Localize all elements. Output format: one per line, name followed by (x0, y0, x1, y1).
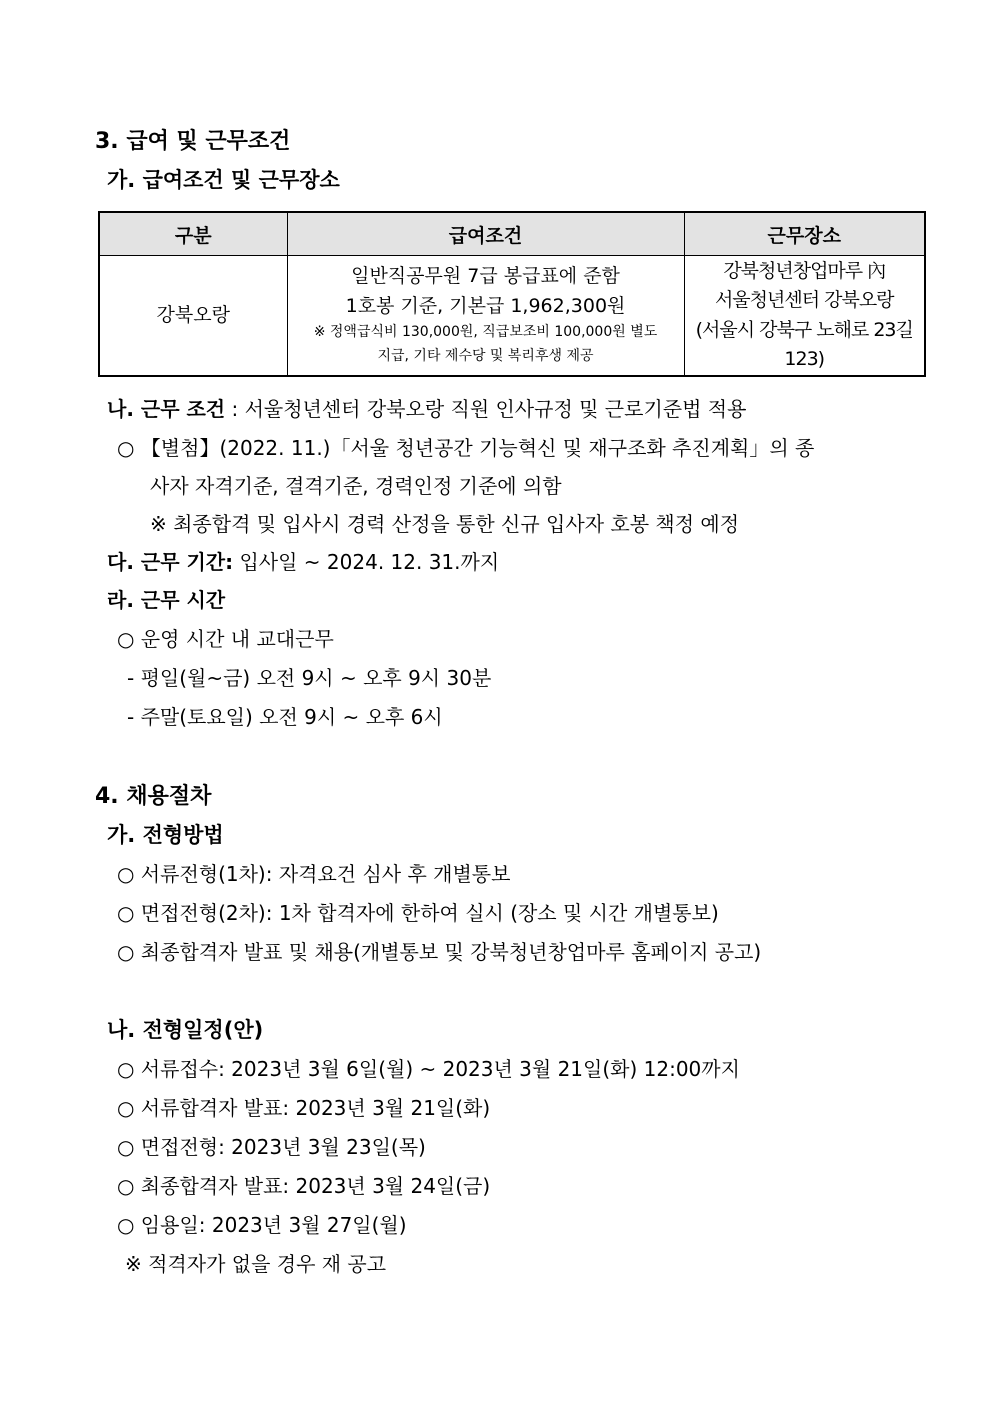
work-conditions-item1-cont: 사자 자격기준, 결격기준, 경력인정 기준에 의함 (150, 474, 562, 498)
work-hours-weekend: - 주말(토요일) 오전 9시 ~ 오후 6시 (127, 705, 443, 729)
section4-na-title: 나. 전형일정(안) (107, 1018, 264, 1042)
work-period-line (107, 546, 499, 575)
section3-title: 3. 급여 및 근무조건 (95, 129, 291, 154)
work-conditions-item1: ○ 【별첨】(2022. 11.)「서울 청년공간 기능혁신 및 재구조화 추진계획」의 종 (117, 436, 815, 460)
header-category: 구분 (99, 212, 287, 256)
header-pay: 급여조건 (287, 212, 684, 256)
work-hours-weekday: - 평일(월~금) 오전 9시 ~ 오후 9시 30분 (127, 666, 492, 690)
pay-note1: ※ 정액급식비 130,000원, 직급보조비 100,000원 별도 (313, 324, 658, 341)
list-item: ○ 최종합격자 발표 및 채용(개별통보 및 강북청년창업마루 홈페이지 공고) (117, 940, 762, 964)
list-item: ○ 면접전형: 2023년 3월 23일(목) (117, 1135, 426, 1159)
cell-location (684, 256, 925, 377)
loc-line1: 강북청년창업마루 內 (723, 259, 886, 282)
table-row (99, 256, 925, 377)
header-location: 근무장소 (684, 212, 925, 256)
cell-pay (287, 256, 684, 377)
schedule-note: ※ 적격자가 없을 경우 재 공고 (125, 1252, 387, 1276)
pay-line2: 1호봉 기준, 기본급 1,962,300원 (345, 294, 626, 317)
pay-note2: 지급, 기타 제수당 및 복리후생 제공 (377, 347, 594, 364)
list-item: ○ 서류접수: 2023년 3월 6일(월) ~ 2023년 3월 21일(화) 12:00까지 (117, 1057, 740, 1081)
list-item: ○ 최종합격자 발표: 2023년 3월 24일(금) (117, 1174, 491, 1198)
work-hours-item: ○ 운영 시간 내 교대근무 (117, 627, 334, 651)
pay-table (98, 211, 926, 377)
section4-title: 4. 채용절차 (95, 784, 212, 809)
list-item: ○ 서류전형(1차): 자격요건 심사 후 개별통보 (117, 862, 511, 886)
work-conditions-line (107, 393, 746, 422)
section3-sub-ga: 가. 급여조건 및 근무장소 (107, 168, 340, 192)
list-item: ○ 면접전형(2차): 1차 합격자에 한하여 실시 (장소 및 시간 개별통보) (117, 901, 719, 925)
loc-line3: (서울시 강북구 노해로 23길 (695, 318, 913, 341)
table-header-row (99, 212, 925, 256)
section4-ga-title: 가. 전형방법 (107, 823, 224, 847)
work-period-label: 다. 근무 기간: (107, 550, 234, 574)
list-item: ○ 임용일: 2023년 3월 27일(월) (117, 1213, 407, 1237)
cell-category: 강북오랑 (99, 256, 287, 377)
work-hours-title: 라. 근무 시간 (107, 588, 226, 612)
loc-line4: 123) (784, 347, 825, 370)
work-conditions-label: 나. 근무 조건 (107, 397, 226, 421)
loc-line2: 서울청년센터 강북오랑 (714, 289, 894, 312)
list-item: ○ 서류합격자 발표: 2023년 3월 21일(화) (117, 1096, 491, 1120)
work-conditions-note: ※ 최종합격 및 입사시 경력 산정을 통한 신규 입사자 호봉 책정 예정 (150, 512, 740, 536)
pay-line1: 일반직공무원 7급 봉급표에 준함 (351, 265, 620, 288)
work-conditions-text: : 서울청년센터 강북오랑 직원 인사규정 및 근로기준법 적용 (225, 397, 747, 421)
work-period-text: 입사일 ~ 2024. 12. 31.까지 (233, 550, 500, 574)
